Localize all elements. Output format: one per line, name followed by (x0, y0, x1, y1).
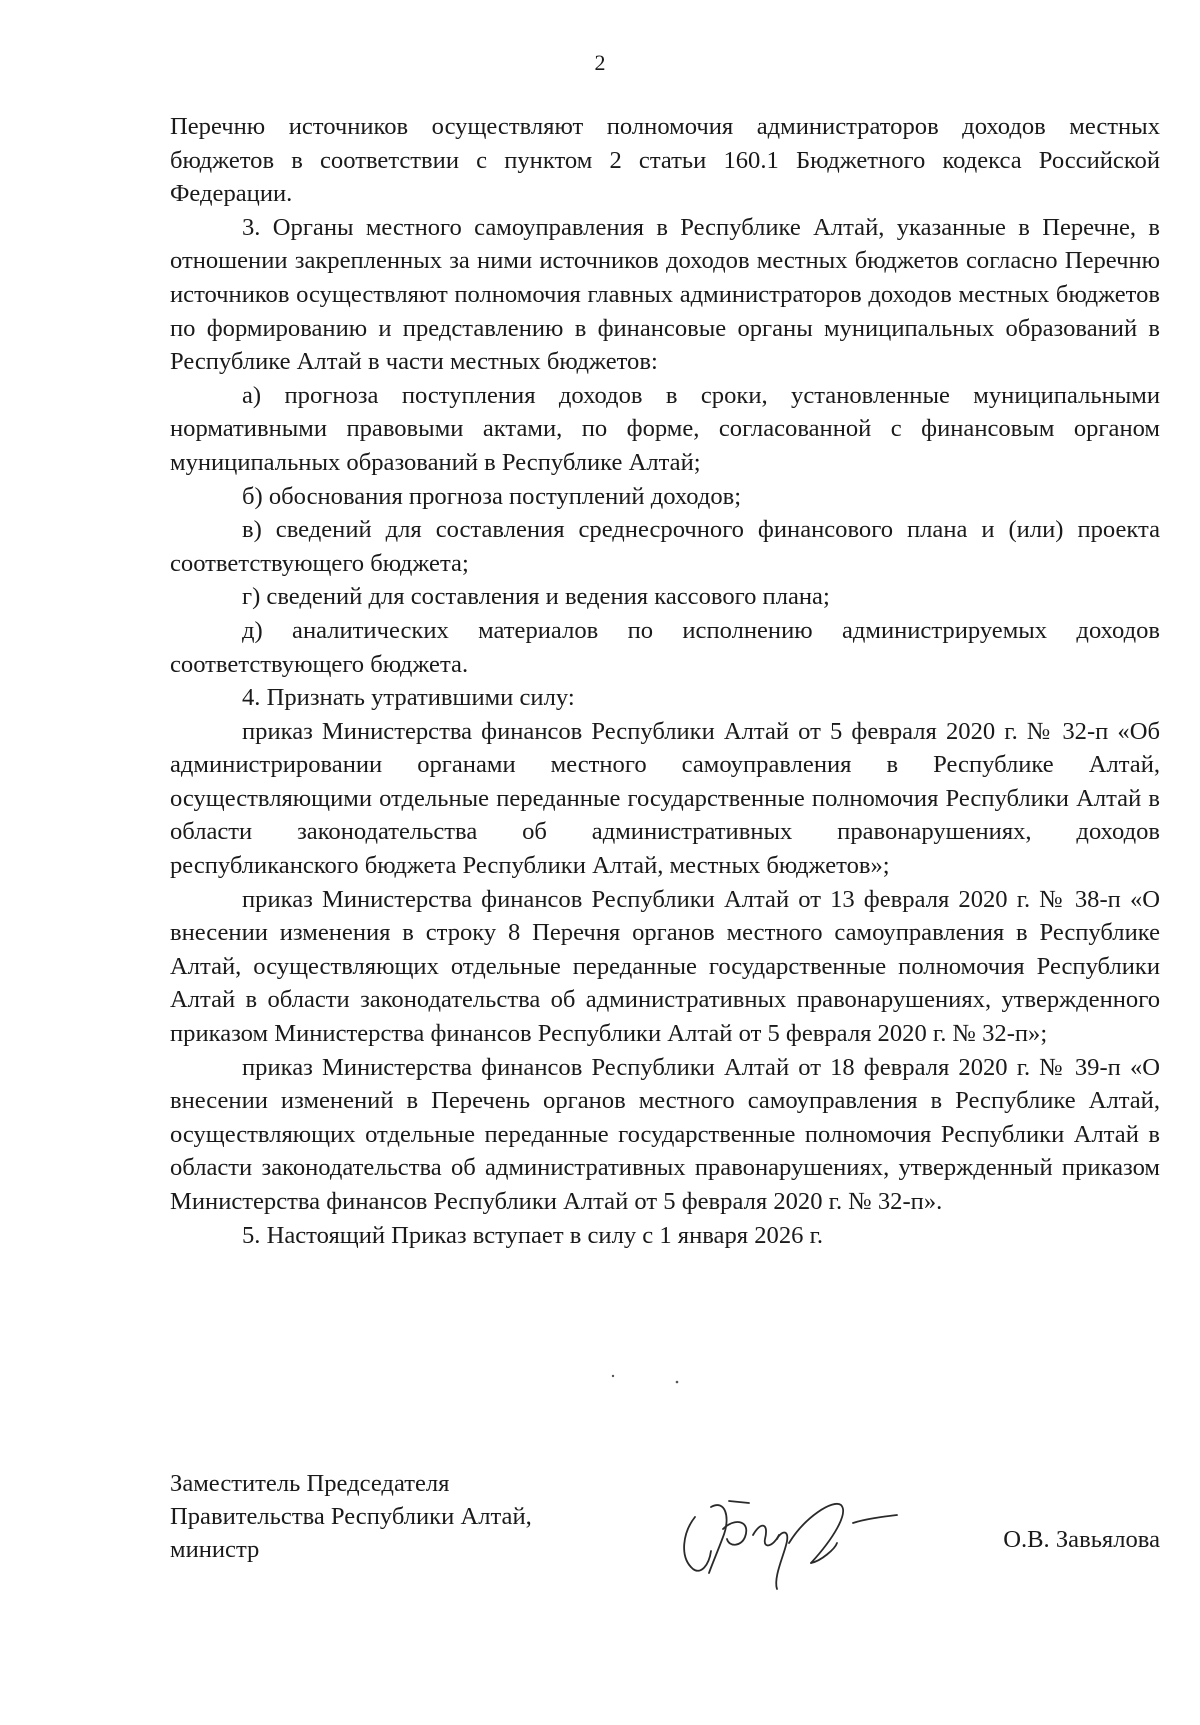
signature-block (170, 1467, 1160, 1607)
subitem-b: б) обоснования прогноза поступлений доходов; (242, 482, 742, 510)
repealed-order-2: приказ Министерства финансов Республики Алтай от 13 февраля 2020 г. № 38-п «О внесении изменения в строку 8 Перечня органов местного самоуправления в Республике Алтай, осуществляющих отдельные переданные государственные полномочия Республики Алтай в области законодательства об административных правонарушениях, утвержденного приказом Министерства финансов Республики Алтай от 5 февраля 2020 г. № 32-п»; (170, 885, 1160, 1048)
subitem-a: а) прогноза поступления доходов в сроки, установленные муниципальными нормативными правовыми актами, по форме, согласованной с финансовым органом муниципальных образований в Республике Алтай; (170, 381, 1160, 476)
document-body (170, 110, 1160, 1252)
signatory-title (170, 1467, 532, 1566)
subitem-v: в) сведений для составления среднесрочного финансового плана и (или) проекта соответствующего бюджета; (170, 516, 1160, 577)
repealed-order-3: приказ Министерства финансов Республики Алтай от 18 февраля 2020 г. № 39-п «О внесении изменений в Перечень органов местного самоуправления в Республике Алтай, осуществляющих отдельные переданные государственные полномочия Республики Алтай в области законодательства об административных правонарушениях, утвержденный приказом Министерства финансов Республики Алтай от 5 февраля 2020 г. № 32-п». (170, 1053, 1160, 1215)
signatory-name: О.В. Завьялова (1003, 1526, 1160, 1553)
paragraph: Перечню источников осуществляют полномочия администраторов доходов местных бюджетов в соответствии с пунктом 2 статьи 160.1 Бюджетного кодекса Российской Федерации. (170, 113, 1160, 208)
handwritten-signature (665, 1477, 905, 1597)
signatory-title-line: министр (170, 1536, 260, 1563)
paragraph-item-3: 3. Органы местного самоуправления в Республике Алтай, указанные в Перечне, в отношении закрепленных за ними источников доходов местных бюджетов согласно Перечню источников осуществляют полномочия главных администраторов доходов местных бюджетов по формированию и представлению в финансовые органы муниципальных образований в Республике Алтай в части местных бюджетов: (170, 213, 1160, 376)
page-number: 2 (594, 50, 606, 75)
scan-specks (605, 1370, 705, 1390)
paragraph-item-5: 5. Настоящий Приказ вступает в силу с 1 января 2026 г. (242, 1221, 824, 1249)
repealed-order-1: приказ Министерства финансов Республики Алтай от 5 февраля 2020 г. № 32-п «Об администрировании органами местного самоуправления в Республике Алтай, осуществляющими отдельные переданные государственные полномочия Республики Алтай в области законодательства об административных правонарушениях, доходов республиканского бюджета Республики Алтай, местных бюджетов»; (170, 717, 1160, 880)
signatory-title-line: Правительства Республики Алтай, (170, 1503, 532, 1530)
subitem-g: г) сведений для составления и ведения кассового плана; (242, 583, 830, 611)
signatory-title-line: Заместитель Председателя (170, 1470, 450, 1497)
paragraph-item-4: 4. Признать утратившими силу: (242, 684, 575, 712)
subitem-d: д) аналитических материалов по исполнению администрируемых доходов соответствующего бюджета. (170, 616, 1160, 678)
